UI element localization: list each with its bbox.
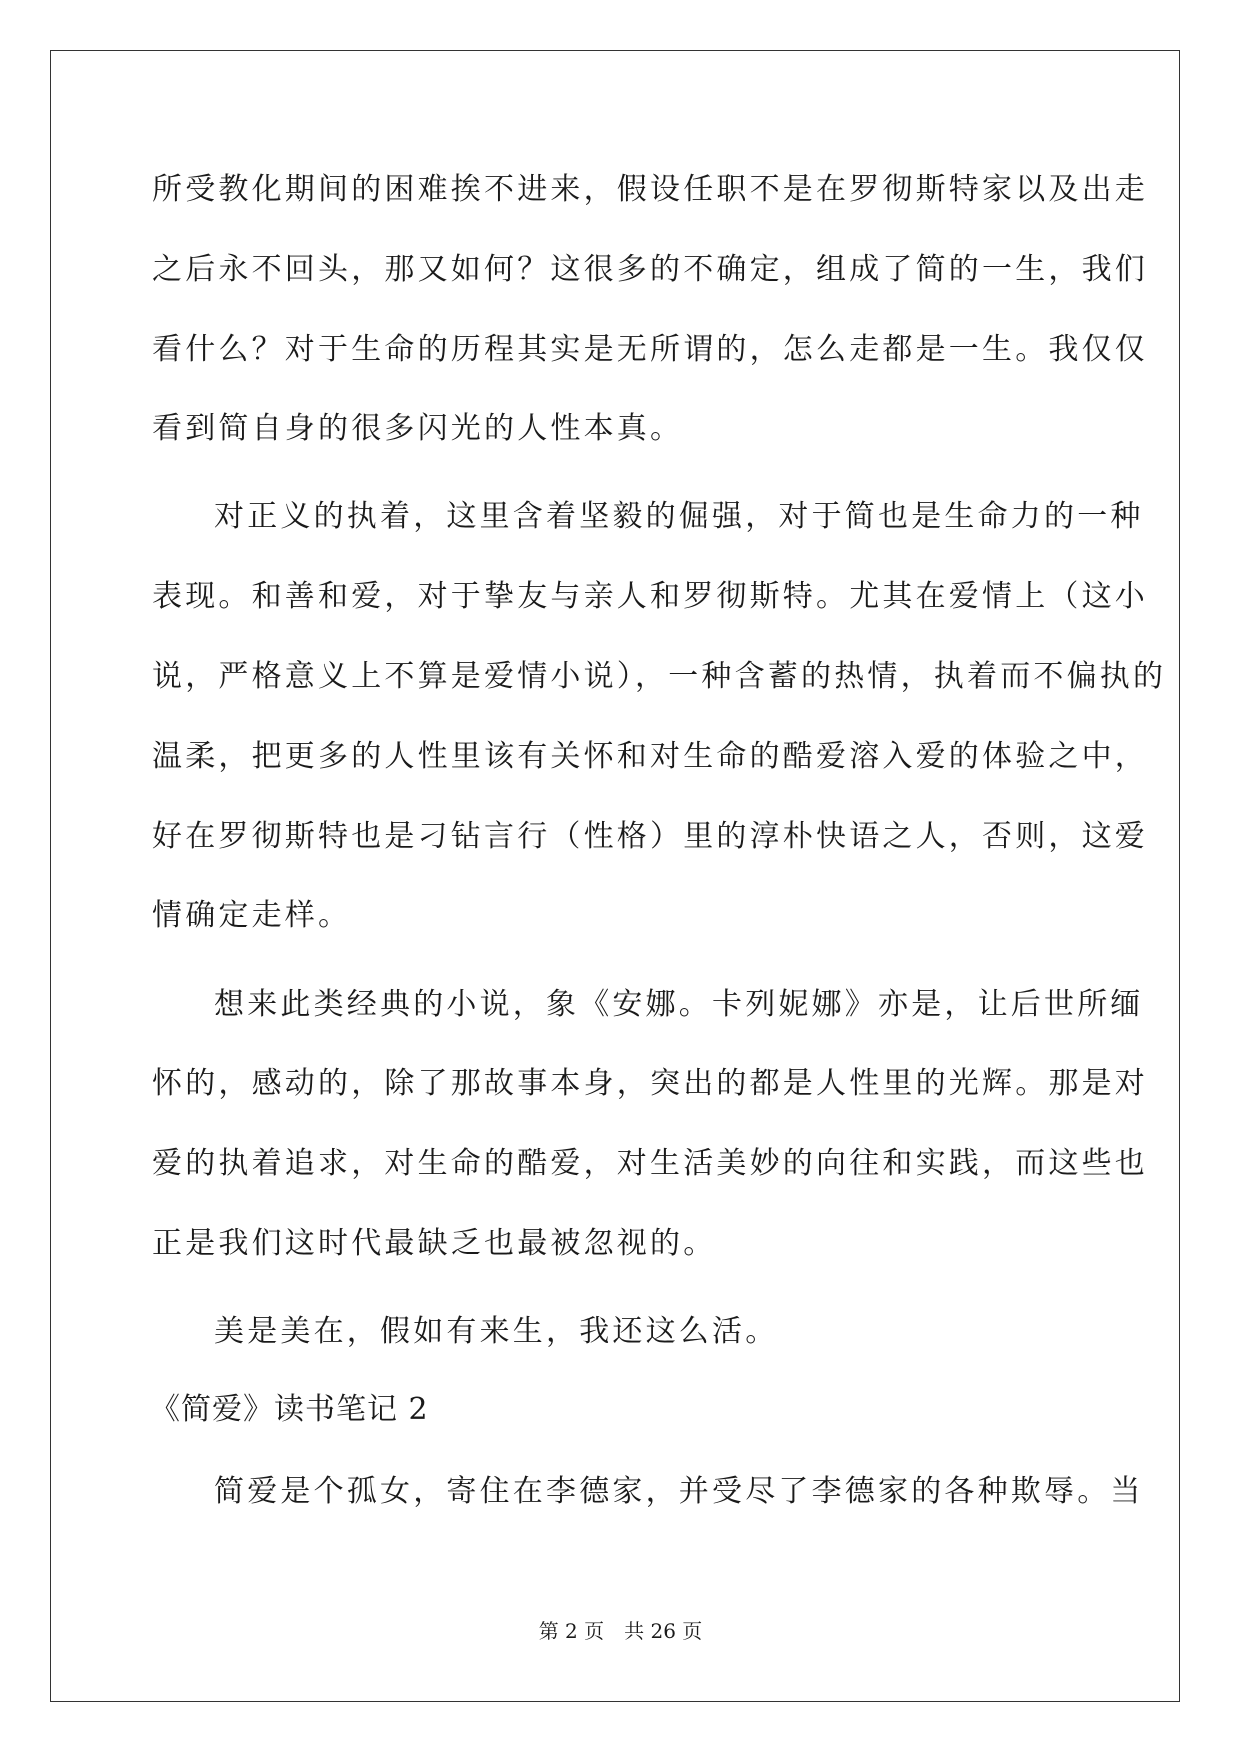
paragraph-line: 所受教化期间的困难挨不进来，假设任职不是在罗彻斯特家以及出走: [152, 172, 1148, 207]
page-number: 第 2 页: [538, 1619, 605, 1643]
paragraph-line: 美是美在，假如有来生，我还这么活。: [214, 1314, 779, 1349]
paragraph-line: 正是我们这时代最缺乏也最被忽视的。: [152, 1226, 717, 1261]
paragraph-line: 说，严格意义上不算是爱情小说），一种含蓄的热情，执着而不偏执的: [152, 659, 1167, 694]
page-footer: [0, 1619, 1241, 1643]
paragraph-line: 对正义的执着，这里含着坚毅的倔强，对于简也是生命力的一种: [214, 499, 1144, 534]
paragraph-line: 表现。和善和爱，对于挚友与亲人和罗彻斯特。尤其在爱情上（这小: [152, 579, 1148, 614]
paragraph-line: 情确定走样。: [152, 898, 352, 933]
paragraph-line: 怀的，感动的，除了那故事本身，突出的都是人性里的光辉。那是对: [152, 1066, 1148, 1101]
paragraph-line: 看什么？对于生命的历程其实是无所谓的，怎么走都是一生。我仅仅: [152, 332, 1148, 367]
paragraph-line: 看到简自身的很多闪光的人性本真。: [152, 411, 684, 446]
paragraph-line: 简爱是个孤女，寄住在李德家，并受尽了李德家的各种欺辱。当: [214, 1474, 1144, 1509]
page-total: 共 26 页: [624, 1619, 703, 1643]
paragraph-line: 温柔，把更多的人性里该有关怀和对生命的酷爱溶入爱的体验之中，: [152, 739, 1148, 774]
paragraph-line: 爱的执着追求，对生命的酷爱，对生活美妙的向往和实践，而这些也: [152, 1146, 1148, 1181]
section-heading: 《简爱》读书笔记 2: [150, 1392, 429, 1427]
paragraph-line: 好在罗彻斯特也是刁钻言行（性格）里的淳朴快语之人，否则，这爱: [152, 819, 1148, 854]
paragraph-line: 之后永不回头，那又如何？这很多的不确定，组成了简的一生，我们: [152, 252, 1148, 287]
page-border: [50, 50, 1180, 1702]
paragraph-line: 想来此类经典的小说，象《安娜。卡列妮娜》亦是，让后世所缅: [214, 987, 1144, 1022]
